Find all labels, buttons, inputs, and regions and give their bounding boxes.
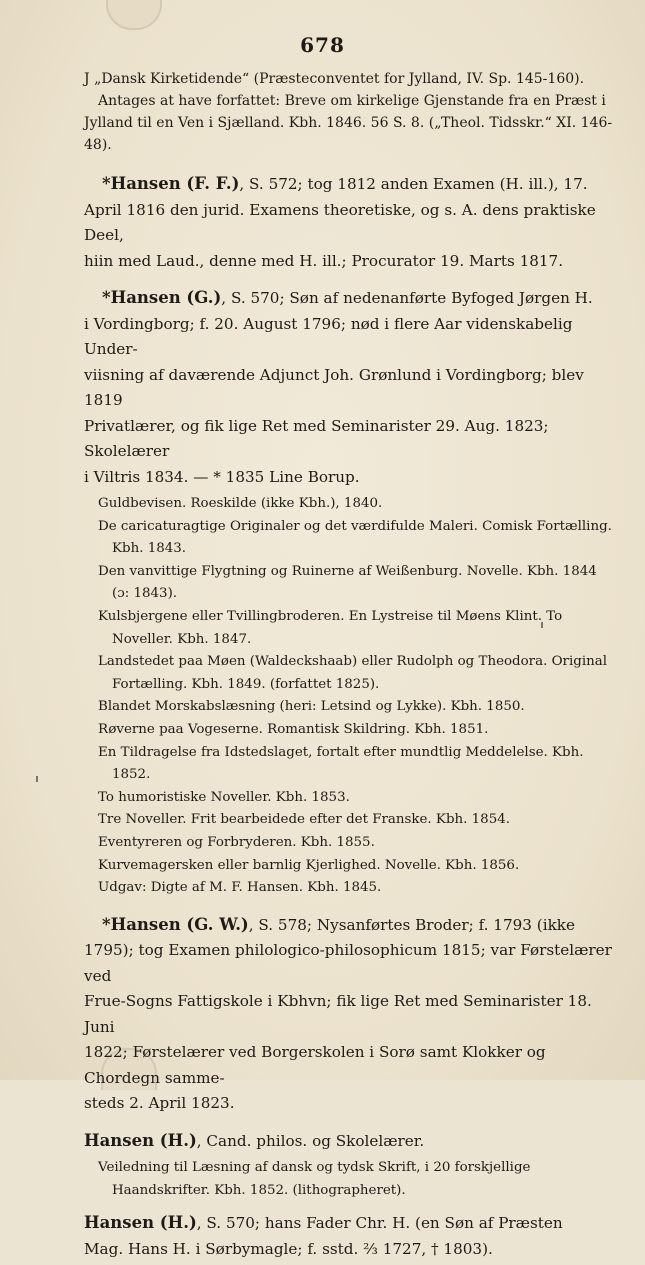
work-item: Eventyreren og Forbryderen. Kbh. 1855. — [98, 834, 375, 850]
work-item: En Tildragelse fra Idstedslaget, fortalt efter mundtlig Meddelelse. Kbh. 1852. — [98, 744, 584, 783]
entry-text: , S. 572; tog 1812 anden Examen (H. ill.), 17. — [239, 175, 588, 193]
entry-name: Hansen (H.) — [84, 1213, 197, 1233]
entry-hansen-h-1 — [84, 1128, 617, 1155]
entry-name: *Hansen (F. F.) — [102, 174, 240, 193]
work-item: Landstedet paa Møen (Waldeckshaab) eller Rudolph og Theodora. Original Fortælling. Kbh. 1849. (forfattet 1825). — [98, 654, 607, 692]
entry-hansen-h-2 — [84, 1210, 617, 1262]
entry-hansen-ff — [84, 171, 617, 274]
work-item: Blandet Morskabslæsning (heri: Letsind og Lykke). Kbh. 1850. — [98, 699, 525, 715]
text-line: steds 2. April 1823. — [84, 1094, 235, 1113]
text-line: Frue-Sogns Fattigskole i Kbhvn; fik lige Ret med Seminarister 18. Juni — [84, 992, 592, 1036]
entry-name: *Hansen (G. W.) — [102, 914, 249, 934]
entry-text: , S. 570; hans Fader Chr. H. (en Søn af Præsten — [196, 1214, 563, 1233]
entry-text: , Cand. philos. og Skolelærer. — [196, 1131, 425, 1150]
page-number: 678 — [300, 33, 345, 57]
entry-name: Hansen (H.) — [84, 1130, 197, 1150]
text-line: Antages at have forfattet: Breve om kirkelige Gjenstande fra en Præst i — [98, 93, 606, 109]
entry-hansen-gw — [84, 912, 617, 1117]
text-line: i Vordingborg; f. 20. August 1796; nød i flere Aar videnskabelig Under- — [84, 314, 573, 358]
work-item: Tre Noveller. Frit bearbeidede efter det Franske. Kbh. 1854. — [98, 812, 510, 828]
work-item: To humoristiske Noveller. Kbh. 1853. — [98, 789, 350, 805]
entry-text: , S. 578; Nysanførtes Broder; f. 1793 (ikke — [248, 915, 575, 934]
work-item: Den vanvittige Flygtning og Ruinerne af Weißenburg. Novelle. Kbh. 1844 (ɔ: 1843). — [98, 563, 597, 602]
work-item: Kulsbjergene eller Tvillingbroderen. En Lystreise til Møens Klint. To Noveller. Kbh. 1847. — [98, 608, 563, 647]
work-item: Kurvemagersken eller barnlig Kjerlighed. Novelle. Kbh. 1856. — [98, 857, 520, 873]
page-content — [84, 68, 617, 1265]
entry-name: *Hansen (G.) — [102, 288, 222, 307]
text-line: April 1816 den jurid. Examens theoretiske, og s. A. dens praktiske Deel, — [84, 200, 596, 244]
margin-mark — [36, 776, 38, 782]
entry-hansen-g — [84, 285, 617, 490]
work-item: Veiledning til Læsning af dansk og tydsk Skrift, i 20 forskjellige Haandskrifter. Kbh. 1852. (lithographeret). — [98, 1160, 531, 1198]
text-line: 1795); tog Examen philologico-philosophicum 1815; var Førstelærer ved — [84, 941, 612, 985]
work-item: Guldbevisen. Roeskilde (ikke Kbh.), 1840. — [98, 496, 383, 511]
works-list — [84, 493, 617, 900]
work-item: De caricaturagtige Originaler og det værdifulde Maleri. Comisk Fortælling. Kbh. 1843. — [98, 518, 612, 557]
text-line: Mag. Hans H. i Sørbymagle; f. sstd. ⅔ 1727, † 1803). — [84, 1239, 493, 1258]
work-item: Udgav: Digte af M. F. Hansen. Kbh. 1845. — [98, 880, 382, 896]
page-tab-top — [106, 0, 162, 30]
text-line: Jylland til en Ven i Sjælland. Kbh. 1846. 56 S. 8. („Theol. Tidsskr.“ XI. 146-48). — [84, 115, 613, 153]
text-line: Privatlærer, og fik lige Ret med Seminarister 29. Aug. 1823; Skolelærer — [84, 416, 549, 460]
text-line: i Viltris 1834. — * 1835 Line Borup. — [84, 467, 360, 486]
entry-text: , S. 570; Søn af nedenanførte Byfoged Jørgen H. — [221, 289, 593, 307]
text-line: viisning af daværende Adjunct Joh. Grønlund i Vordingborg; blev 1819 — [84, 365, 584, 409]
text-line: 1822; Førstelærer ved Borgerskolen i Sorø samt Klokker og Chordegn samme- — [84, 1043, 546, 1087]
works-list — [84, 1157, 617, 1202]
work-item: Røverne paa Vogeserne. Romantisk Skildring. Kbh. 1851. — [98, 721, 489, 737]
text-line: J „Dansk Kirketidende“ (Præsteconventet for Jylland, IV. Sp. 145-160). — [84, 71, 585, 87]
text-line: hiin med Laud., denne med H. ill.; Procurator 19. Marts 1817. — [84, 251, 564, 270]
entry-continuation — [84, 68, 617, 156]
